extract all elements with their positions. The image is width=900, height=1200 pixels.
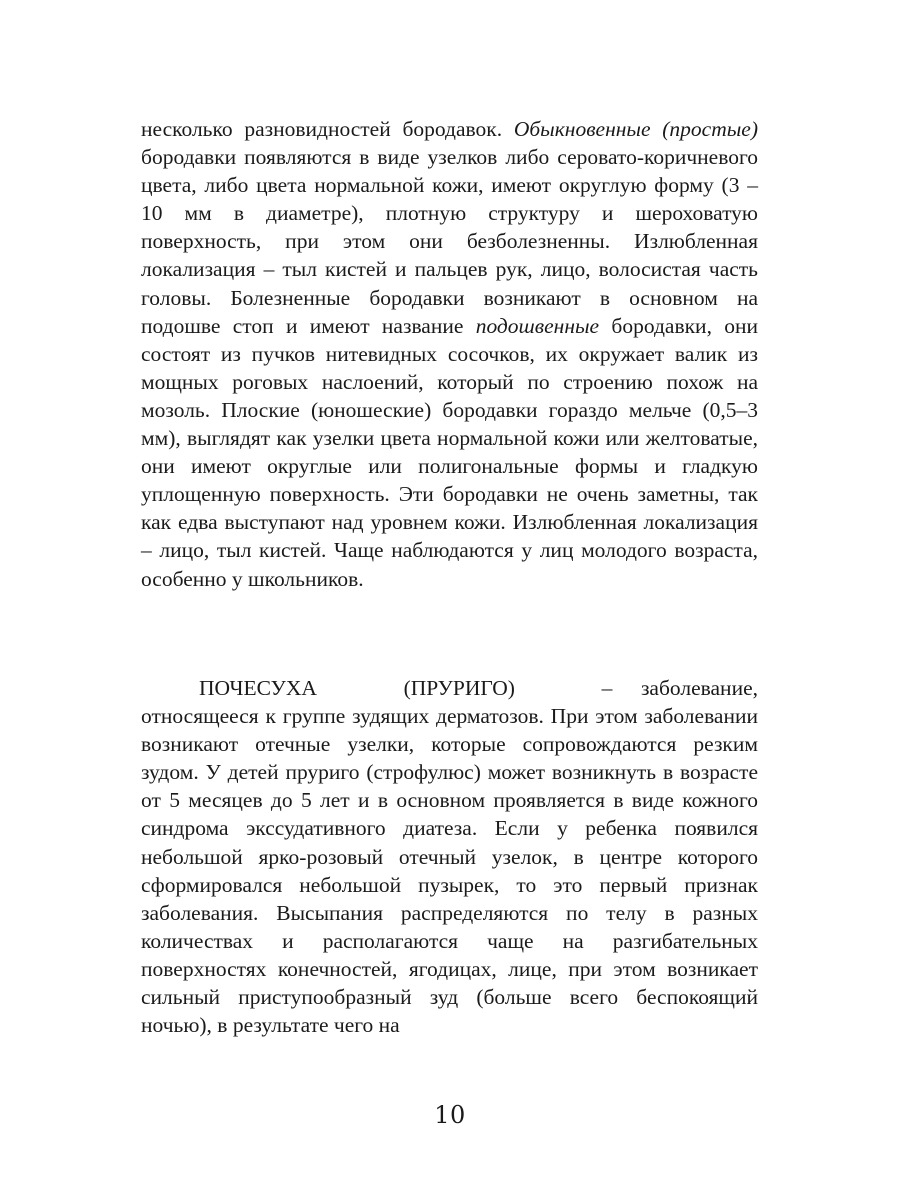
italic-term-plantar-warts: подошвенные [475,313,600,338]
paragraph-warts-text-2: бородавки появляются в виде узелков либо серовато-коричневого цвета, либо цвета нормальной кожи, имеют округлую форму (3 – 10 мм в диаметре), плотную структуру и шероховатую поверхность, при этом они безболезненны. Излюбленная локализация – тыл кистей и пальцев рук, лицо, волосистая часть головы. Болезненные бородавки возникают в основном на подошве стоп и имеют название [141,145,758,338]
page-number: 10 [434,1101,466,1129]
paragraph-prurigo [141,674,758,1039]
italic-term-common-warts: Обыкновенные (простые) [513,117,758,141]
paragraph-prurigo-text: заболевание, относящееся к группе зудящих дерматозов. При этом заболевании возникают отечные узелки, которые сопровождаются резким зудом. У детей пруриго (строфулюс) может возникнуть в возрасте от 5 месяцев до 5 лет и в основном проявляется в виде кожного синдрома экссудативного диатеза. Если у ребенка появился небольшой ярко-розовый отечный узелок, в центре которого сформировался небольшой пузырек, то это первый признак заболевания. Высыпания распределяются по телу в разных количествах и располагаются чаще на разгибательных поверхностях конечностей, ягодицах, лице, при этом возникает сильный приступообразный зуд (больше всего беспокоящий ночью), в результате чего на [141,676,758,1038]
paragraph-warts-text-3: бородавки, они состоят из пучков нитевидных сосочков, их окружает валик из мощных роговых наслоений, который по строению похож на мозоль. Плоские (юношеские) бородавки гораздо мельче (0,5–3 мм), выглядят как узелки цвета нормальной кожи или желтоватые, они имеют округлые или полигональные формы и гладкую уплощенную поверхность. Эти бородавки не очень заметны, так как едва выступают над уровнем кожи. Излюбленная локализация – лицо, тыл кистей. Чаще наблюдаются у лиц молодого возраста, особенно у школьников. [141,313,759,591]
paragraph-warts-text-1: несколько разновидностей бородавок. [141,117,514,141]
section-heading-term: ПОЧЕСУХА (ПРУРИГО) – [199,676,613,700]
paragraph-warts [141,115,758,593]
